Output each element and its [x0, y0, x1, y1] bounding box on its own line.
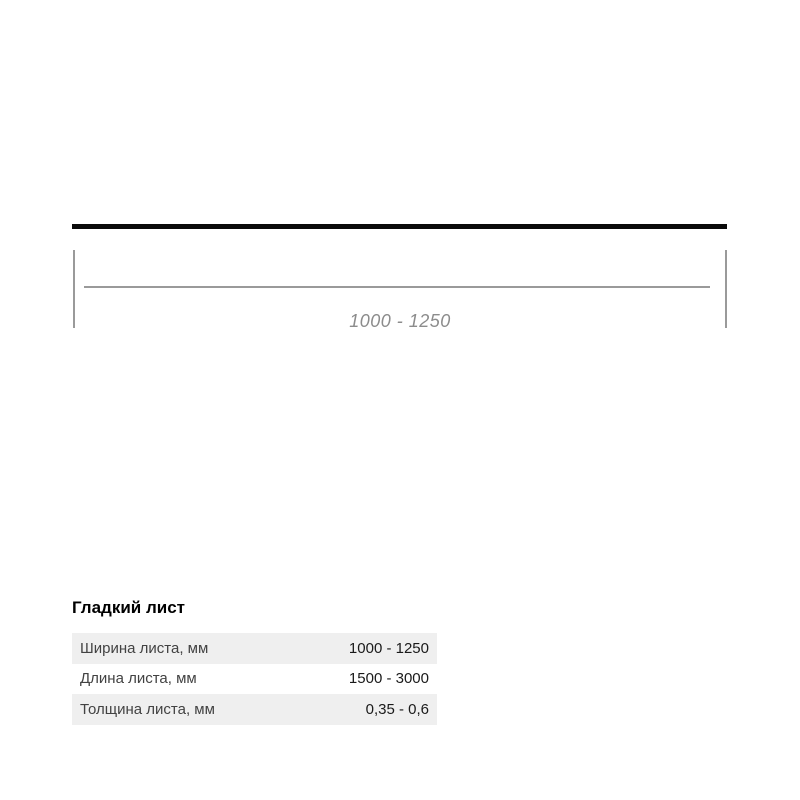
spec-value-length: 1500 - 3000 [348, 670, 429, 688]
spec-value-thickness: 0,35 - 0,6 [365, 700, 429, 718]
sheet-profile-line [72, 224, 727, 229]
product-title: Гладкий лист [72, 598, 185, 617]
spec-label-length: Длина листа, мм [80, 670, 197, 688]
spec-label-width: Ширина листа, мм [80, 639, 209, 657]
spec-label-thickness: Толщина листа, мм [80, 700, 215, 718]
dimension-label: 1000 - 1250 [349, 311, 451, 331]
specs-table [72, 633, 437, 725]
table-row [72, 664, 437, 695]
table-row [72, 633, 437, 664]
spec-value-width: 1000 - 1250 [348, 639, 429, 657]
dimension-line [84, 286, 710, 288]
table-row [72, 694, 437, 725]
